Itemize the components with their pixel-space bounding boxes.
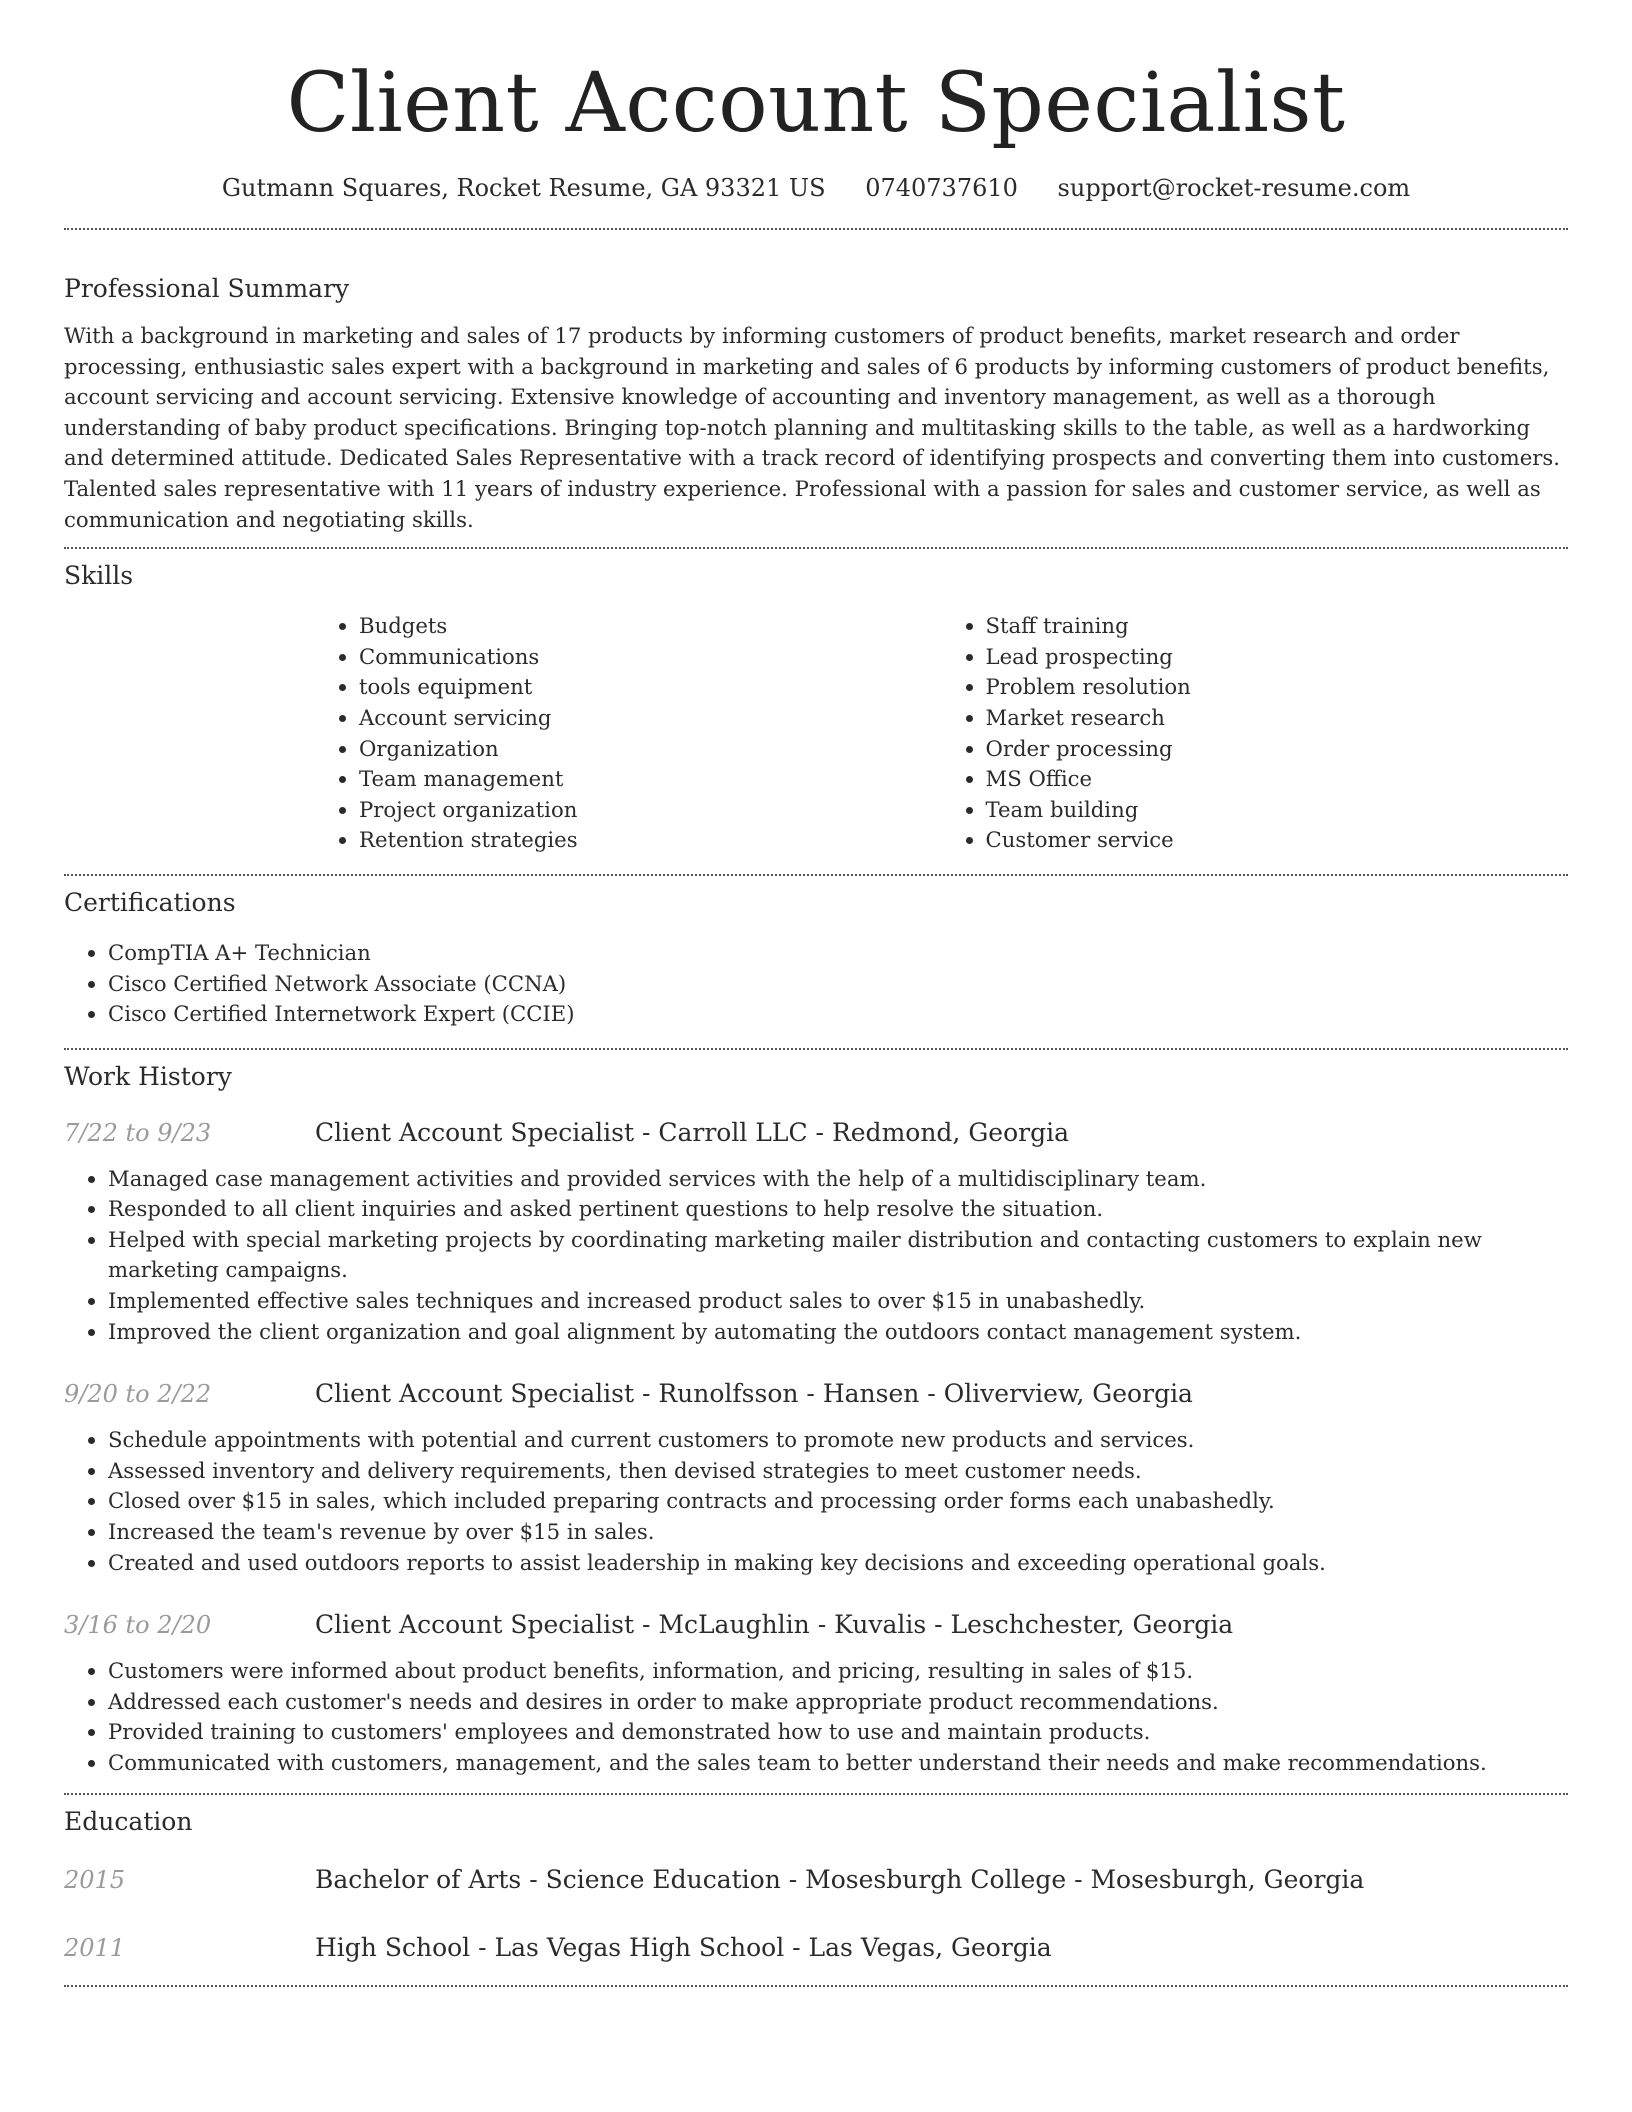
divider <box>64 874 1568 876</box>
job-duty: • Created and used outdoors reports to assist leadership in making key decisions and exceeding operational goals. <box>108 1548 1568 1579</box>
education-year: 2015 <box>64 1865 126 1894</box>
certification-item: • Cisco Certified Internetwork Expert (CCIE) <box>108 999 1568 1030</box>
job-duty: • Schedule appointments with potential and current customers to promote new products and services. <box>108 1425 1568 1456</box>
summary-text: With a background in marketing and sales of 17 products by informing customers of product benefits, market research and order processing, enthusiastic sales expert with a background in marketing and sales of 6 products by informing customers of product benefits, account servicing and account servicing. Extensive knowledge of accounting and inventory management, as well as a thorough understanding of baby product specifications. Bringing top-notch planning and multitasking skills to the table, as well as a hardworking and determined attitude. Dedicated Sales Representative with a track record of identifying prospects and converting them into customers. Talented sales representative with 11 years of industry experience. Professional with a passion for sales and customer service, as well as communication and negotiating skills. <box>64 323 1560 532</box>
job-title: Client Account Specialist - Carroll LLC - Redmond, Georgia <box>315 1117 1069 1147</box>
skill-item: • Staff training <box>986 611 1569 642</box>
job-duty: • Helped with special marketing projects by coordinating marketing mailer distribution and contacting customers to explain new marketing campaigns. <box>108 1225 1568 1286</box>
education-degree: High School - Las Vegas High School - Las Vegas, Georgia <box>315 1932 1052 1962</box>
divider <box>64 547 1568 549</box>
job-duty: • Increased the team's revenue by over $15 in sales. <box>108 1517 1568 1548</box>
job-entry <box>64 1377 1568 1578</box>
divider <box>64 1985 1568 1987</box>
skill-item: • Team management <box>359 764 942 795</box>
section-title-skills: Skills <box>64 561 134 591</box>
skill-item: • Order processing <box>986 734 1569 765</box>
job-duties <box>64 1425 1568 1578</box>
certifications-section <box>64 886 1568 1030</box>
divider <box>64 228 1568 230</box>
divider <box>64 1793 1568 1795</box>
education-entry <box>64 1863 1568 1897</box>
job-duties <box>64 1656 1568 1778</box>
job-duty: • Provided training to customers' employees and demonstrated how to use and maintain products. <box>108 1717 1568 1748</box>
skill-item: • Problem resolution <box>986 672 1569 703</box>
job-duty: • Responded to all client inquiries and asked pertinent questions to help resolve the situation. <box>108 1194 1568 1225</box>
job-duty: • Customers were informed about product benefits, information, and pricing, resulting in sales of $15. <box>108 1656 1568 1687</box>
job-duty: • Communicated with customers, management, and the sales team to better understand their needs and make recommendations. <box>108 1748 1568 1779</box>
certifications-list <box>64 938 1568 1030</box>
section-title-education: Education <box>64 1806 193 1836</box>
resume-page <box>64 0 1568 1987</box>
skill-item: • tools equipment <box>359 672 942 703</box>
certification-item: • CompTIA A+ Technician <box>108 938 1568 969</box>
job-title: Client Account Specialist - Runolfsson - Hansen - Oliverview, Georgia <box>315 1379 1193 1409</box>
contact-phone: 0740737610 <box>865 174 1018 202</box>
skill-item: • Team building <box>986 795 1569 826</box>
education-degree: Bachelor of Arts - Science Education - Mosesburgh College - Mosesburgh, Georgia <box>315 1864 1365 1894</box>
job-dates: 7/22 to 9/23 <box>64 1118 212 1147</box>
section-title-summary: Professional Summary <box>64 274 350 303</box>
job-entry <box>64 1116 1568 1348</box>
job-duty: • Managed case management activities and provided services with the help of a multidisciplinary team. <box>108 1164 1568 1195</box>
job-duty: • Closed over $15 in sales, which included preparing contracts and processing order forms each unabashedly. <box>108 1486 1568 1517</box>
job-duty: • Implemented effective sales techniques and increased product sales to over $15 in unabashedly. <box>108 1286 1568 1317</box>
skill-item: • Lead prospecting <box>986 642 1569 673</box>
job-duty: • Assessed inventory and delivery requirements, then devised strategies to meet customer needs. <box>108 1456 1568 1487</box>
skill-item: • Customer service <box>986 825 1569 856</box>
section-title-certifications: Certifications <box>64 887 236 917</box>
skill-item: • Market research <box>986 703 1569 734</box>
skills-columns <box>315 611 1568 856</box>
skill-item: • MS Office <box>986 764 1569 795</box>
skills-list-right <box>942 611 1569 856</box>
job-header <box>64 1377 1568 1411</box>
skill-item: • Account servicing <box>359 703 942 734</box>
job-dates: 3/16 to 2/20 <box>64 1611 212 1640</box>
education-entry <box>64 1931 1568 1965</box>
work-history-section <box>64 1060 1568 1779</box>
education-section <box>64 1805 1568 1965</box>
skill-item: • Retention strategies <box>359 825 942 856</box>
skills-section <box>64 559 1568 856</box>
job-duties <box>64 1164 1568 1348</box>
skill-item: • Organization <box>359 734 942 765</box>
skill-item: • Budgets <box>359 611 942 642</box>
job-header <box>64 1608 1568 1642</box>
job-title: Client Account Specialist - McLaughlin - Kuvalis - Leschchester, Georgia <box>315 1610 1234 1640</box>
divider <box>64 1048 1568 1050</box>
skill-item: • Communications <box>359 642 942 673</box>
skill-item: • Project organization <box>359 795 942 826</box>
contact-email: support@rocket-resume.com <box>1057 174 1411 202</box>
certification-item: • Cisco Certified Network Associate (CCNA) <box>108 969 1568 1000</box>
section-title-work-history: Work History <box>64 1061 232 1091</box>
summary-section <box>64 272 1568 535</box>
job-entry <box>64 1608 1568 1778</box>
contact-address: Gutmann Squares, Rocket Resume, GA 93321 US <box>221 174 826 202</box>
resume-name: Client Account Specialist <box>286 56 1346 151</box>
job-header <box>64 1116 1568 1150</box>
contact-info <box>64 170 1568 206</box>
skills-list-left <box>315 611 942 856</box>
job-duty: • Improved the client organization and goal alignment by automating the outdoors contact management system. <box>108 1317 1568 1348</box>
job-duty: • Addressed each customer's needs and desires in order to make appropriate product recommendations. <box>108 1687 1568 1718</box>
education-year: 2011 <box>64 1933 126 1962</box>
job-dates: 9/20 to 2/22 <box>64 1380 212 1409</box>
